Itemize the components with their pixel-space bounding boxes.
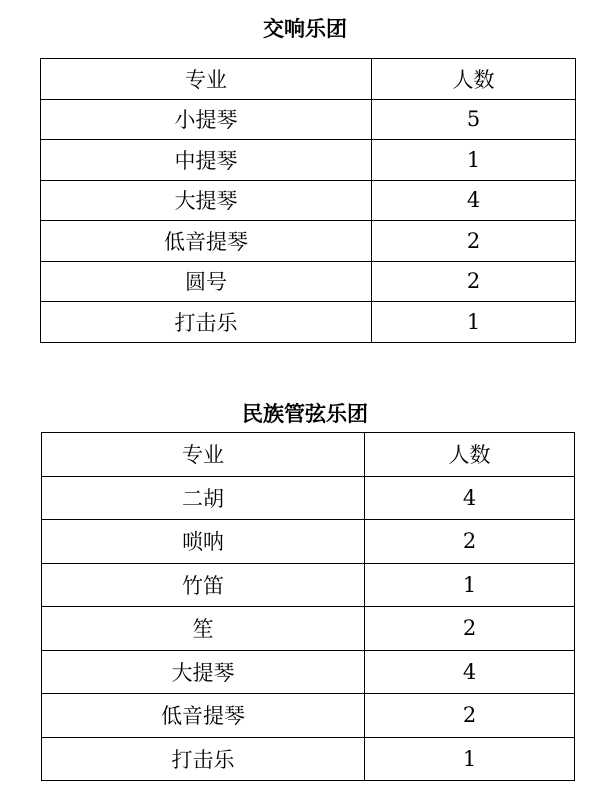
table-row <box>42 563 575 607</box>
major-cell: 打击乐 <box>42 737 365 781</box>
major-cell: 大提琴 <box>42 650 365 694</box>
table-row <box>42 607 575 651</box>
major-cell: 竹笛 <box>42 563 365 607</box>
table-row <box>41 261 576 302</box>
count-cell: 5 <box>372 99 576 140</box>
count-cell: 4 <box>365 650 575 694</box>
table-row <box>41 302 576 343</box>
table-header-row <box>42 433 575 477</box>
table-row <box>42 737 575 781</box>
symphony-table <box>40 58 576 343</box>
major-cell: 中提琴 <box>41 140 372 181</box>
header-count: 人数 <box>365 433 575 477</box>
count-cell: 2 <box>365 520 575 564</box>
count-cell: 4 <box>372 180 576 221</box>
table-row <box>42 520 575 564</box>
major-cell: 打击乐 <box>41 302 372 343</box>
count-cell: 2 <box>365 694 575 738</box>
major-cell: 唢呐 <box>42 520 365 564</box>
major-cell: 圆号 <box>41 261 372 302</box>
major-cell: 低音提琴 <box>41 221 372 262</box>
header-major: 专业 <box>42 433 365 477</box>
major-cell: 二胡 <box>42 476 365 520</box>
header-count: 人数 <box>372 59 576 100</box>
count-cell: 2 <box>372 221 576 262</box>
folk-table <box>41 432 575 781</box>
count-cell: 1 <box>372 302 576 343</box>
count-cell: 1 <box>365 737 575 781</box>
table-row <box>41 221 576 262</box>
symphony-table-body <box>41 59 576 343</box>
table-row <box>41 99 576 140</box>
folk-title: 民族管弦乐团 <box>242 402 368 426</box>
major-cell: 大提琴 <box>41 180 372 221</box>
count-cell: 1 <box>372 140 576 181</box>
table-header-row <box>41 59 576 100</box>
table-row <box>42 476 575 520</box>
major-cell: 笙 <box>42 607 365 651</box>
major-cell: 小提琴 <box>41 99 372 140</box>
table-row <box>41 180 576 221</box>
major-cell: 低音提琴 <box>42 694 365 738</box>
count-cell: 2 <box>372 261 576 302</box>
count-cell: 4 <box>365 476 575 520</box>
header-major: 专业 <box>41 59 372 100</box>
table-row <box>42 650 575 694</box>
symphony-title: 交响乐团 <box>263 17 347 41</box>
table-row <box>42 694 575 738</box>
count-cell: 2 <box>365 607 575 651</box>
folk-table-body <box>42 433 575 781</box>
count-cell: 1 <box>365 563 575 607</box>
table-row <box>41 140 576 181</box>
